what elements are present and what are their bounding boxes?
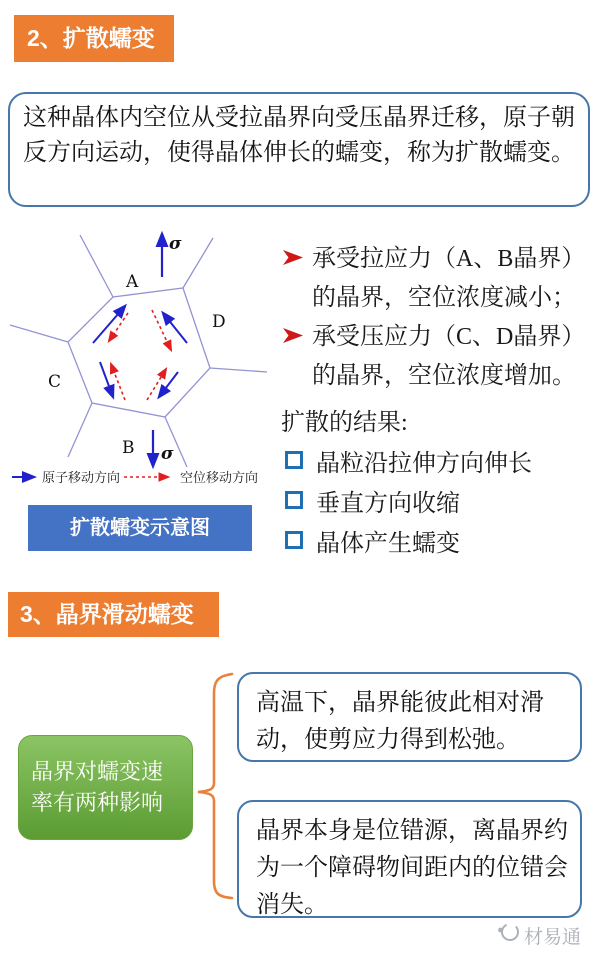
brand-logo-icon <box>497 920 521 950</box>
diagram-legend <box>12 470 258 485</box>
diffusion-result-list <box>285 440 587 560</box>
curly-bracket <box>190 665 240 910</box>
square-bullet-icon <box>285 491 303 509</box>
stress-points-list <box>283 240 585 396</box>
grain-label-b: B <box>122 438 135 458</box>
vacancy-movement-arrows <box>109 310 171 400</box>
square-bullet-icon <box>285 531 303 549</box>
legend-atom-label: 原子移动方向 <box>42 470 121 485</box>
square-bullet-icon <box>285 451 303 469</box>
result-text: 晶体产生蠕变 <box>316 530 460 557</box>
section-2-banner: 2、扩散蠕变 <box>14 15 174 62</box>
point-text: 承受拉应力（A、B晶界）的晶界，空位浓度减小； <box>312 246 576 311</box>
list-item <box>283 240 585 318</box>
diagram-caption: 扩散蠕变示意图 <box>28 505 252 551</box>
section-3-banner: 3、晶界滑动蠕变 <box>8 592 219 637</box>
atom-movement-arrows <box>93 306 187 397</box>
grain-boundary-cause-box: 晶界对蠕变速率有两种影响 <box>18 735 193 840</box>
legend-vacancy-label: 空位移动方向 <box>180 470 259 485</box>
point-text: 承受压应力（C、D晶界）的晶界，空位浓度增加。 <box>312 324 576 389</box>
diffusion-creep-diagram <box>0 220 280 492</box>
effect-box-sliding: 高温下，晶界能彼此相对滑动，使剪应力得到松弛。 <box>237 672 582 762</box>
grain-label-c: C <box>48 372 62 392</box>
sigma-top-label: σ <box>169 234 182 254</box>
list-item <box>283 318 585 396</box>
result-text: 晶粒沿拉伸方向伸长 <box>316 450 532 477</box>
list-item <box>285 520 587 560</box>
list-item <box>285 480 587 520</box>
red-arrow-bullet-icon <box>283 318 312 396</box>
grain-label-d: D <box>212 312 226 332</box>
effect-box-dislocation: 晶界本身是位错源，离晶界约为一个障碍物间距内的位错会消失。 <box>237 800 582 918</box>
watermark <box>497 920 581 950</box>
diffusion-result-title: 扩散的结果: <box>281 410 408 436</box>
grain-label-a: A <box>126 272 139 292</box>
red-arrow-bullet-icon <box>283 240 312 318</box>
grain-boundary-lines <box>10 235 267 467</box>
result-text: 垂直方向收缩 <box>316 490 460 517</box>
diffusion-intro-box: 这种晶体内空位从受拉晶界向受压晶界迁移，原子朝反方向运动，使得晶体伸长的蠕变，称为扩散蠕变。 <box>8 92 590 207</box>
sigma-bottom-label: σ <box>161 444 174 464</box>
brand-name: 材易通 <box>524 926 582 948</box>
list-item <box>285 440 587 480</box>
